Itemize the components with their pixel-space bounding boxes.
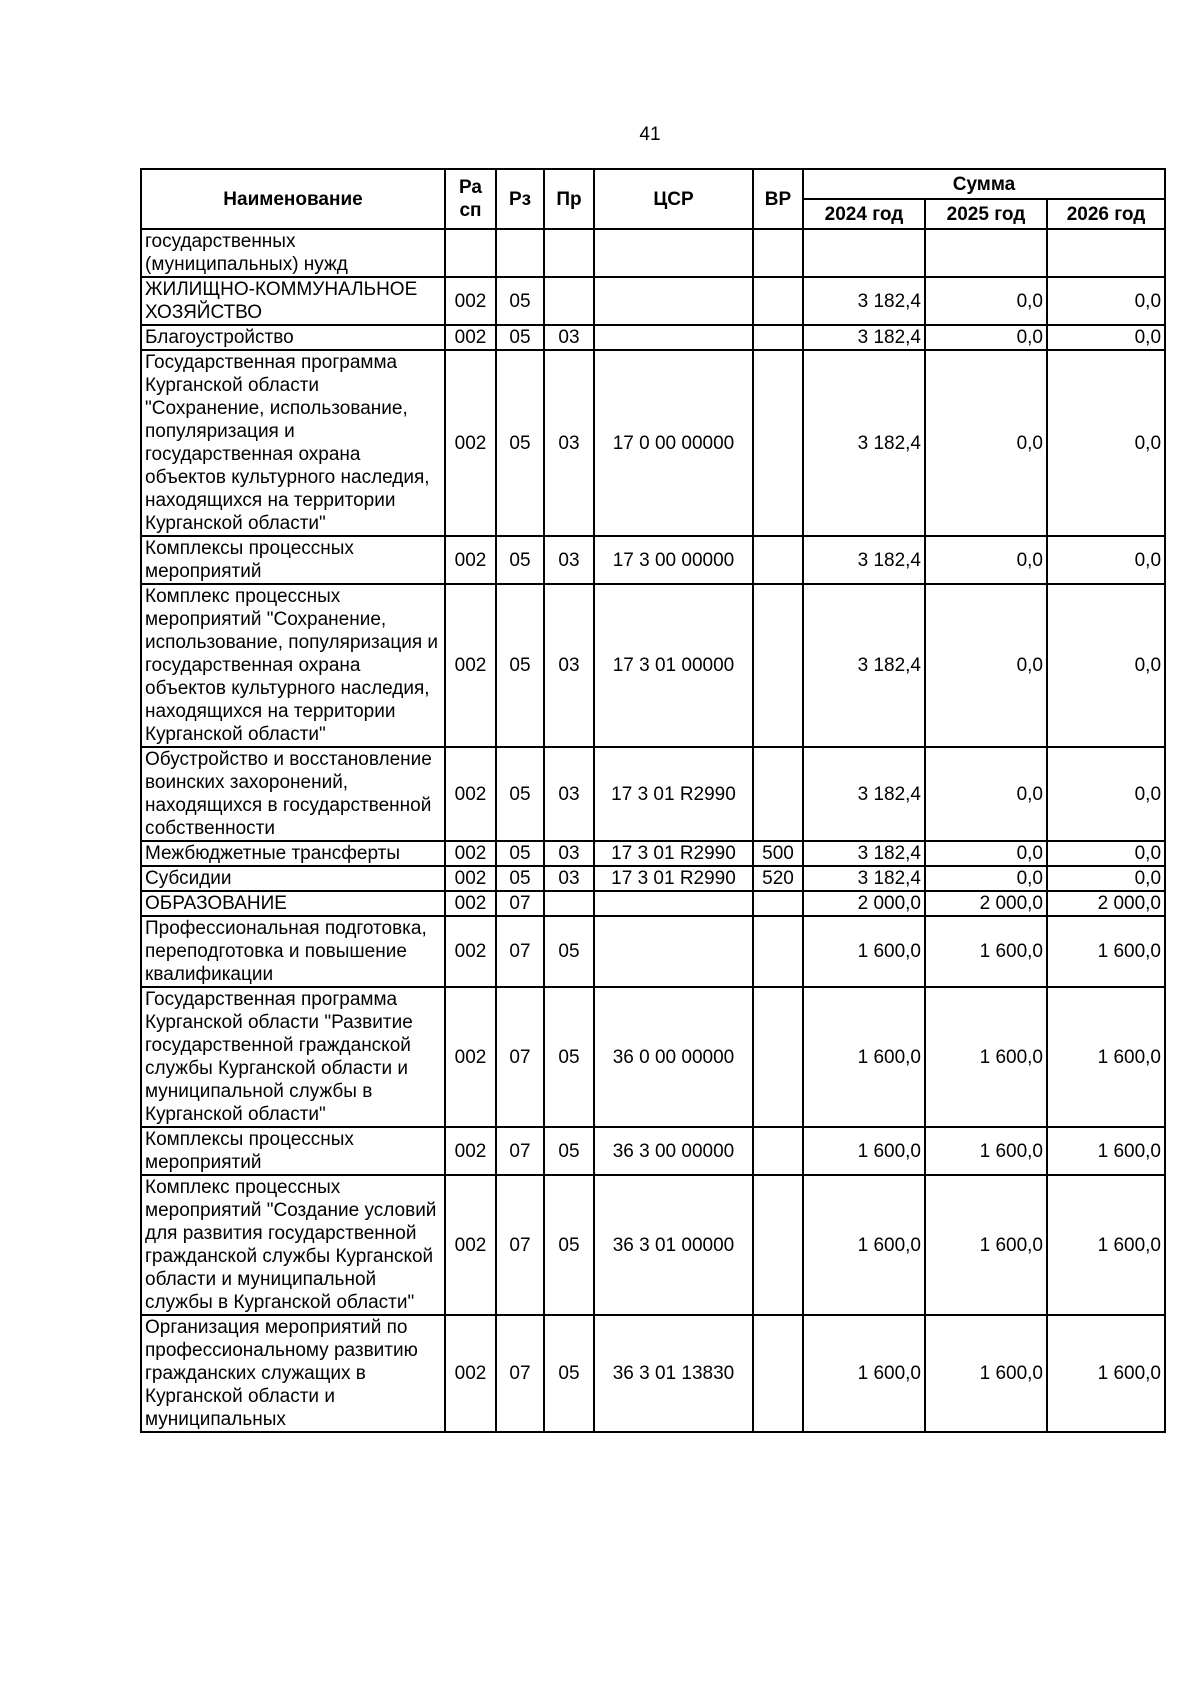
- cell-2026: 0,0: [1047, 866, 1165, 891]
- cell-pr: [544, 891, 594, 916]
- cell-vr: [753, 1127, 803, 1175]
- cell-csr: [594, 229, 753, 277]
- cell-2024: 1 600,0: [803, 916, 925, 987]
- cell-name: Комплексы процессных мероприятий: [141, 536, 445, 584]
- header-vr: ВР: [753, 169, 803, 229]
- cell-2025: 1 600,0: [925, 1127, 1047, 1175]
- cell-pr: 03: [544, 350, 594, 536]
- cell-pr: [544, 229, 594, 277]
- cell-2024: 3 182,4: [803, 277, 925, 325]
- cell-rasp: 002: [445, 1127, 496, 1175]
- cell-vr: [753, 584, 803, 747]
- table-row: [141, 891, 1165, 916]
- cell-csr: 36 3 00 00000: [594, 1127, 753, 1175]
- header-name: Наименование: [141, 169, 445, 229]
- cell-2026: 0,0: [1047, 350, 1165, 536]
- header-year-2025: 2025 год: [925, 199, 1047, 229]
- table-row: [141, 1315, 1165, 1432]
- cell-2025: [925, 229, 1047, 277]
- cell-2025: 0,0: [925, 536, 1047, 584]
- cell-2025: 0,0: [925, 350, 1047, 536]
- cell-name: ОБРАЗОВАНИЕ: [141, 891, 445, 916]
- cell-2026: 1 600,0: [1047, 916, 1165, 987]
- table-row: [141, 350, 1165, 536]
- cell-2025: 1 600,0: [925, 987, 1047, 1127]
- cell-2026: 0,0: [1047, 841, 1165, 866]
- cell-rasp: 002: [445, 350, 496, 536]
- cell-rz: 05: [496, 584, 544, 747]
- cell-vr: [753, 350, 803, 536]
- cell-rz: 07: [496, 891, 544, 916]
- cell-name: Благоустройство: [141, 325, 445, 350]
- cell-vr: [753, 747, 803, 841]
- cell-2024: 1 600,0: [803, 1127, 925, 1175]
- table-row: [141, 277, 1165, 325]
- table-row: [141, 229, 1165, 277]
- cell-2026: 1 600,0: [1047, 1315, 1165, 1432]
- header-csr: ЦСР: [594, 169, 753, 229]
- cell-2024: 3 182,4: [803, 866, 925, 891]
- cell-csr: 17 3 01 R2990: [594, 841, 753, 866]
- cell-rasp: 002: [445, 1315, 496, 1432]
- cell-pr: 03: [544, 841, 594, 866]
- cell-name: Комплексы процессных мероприятий: [141, 1127, 445, 1175]
- cell-2025: 1 600,0: [925, 916, 1047, 987]
- cell-rasp: 002: [445, 987, 496, 1127]
- cell-2024: 3 182,4: [803, 584, 925, 747]
- cell-2026: 0,0: [1047, 536, 1165, 584]
- cell-csr: 36 3 01 00000: [594, 1175, 753, 1315]
- cell-csr: 36 0 00 00000: [594, 987, 753, 1127]
- cell-rz: 05: [496, 747, 544, 841]
- cell-csr: 17 0 00 00000: [594, 350, 753, 536]
- cell-rz: 07: [496, 1127, 544, 1175]
- cell-rz: 07: [496, 1315, 544, 1432]
- cell-csr: 17 3 00 00000: [594, 536, 753, 584]
- cell-2024: 2 000,0: [803, 891, 925, 916]
- table-row: [141, 841, 1165, 866]
- table-row: [141, 1175, 1165, 1315]
- cell-2025: 0,0: [925, 584, 1047, 747]
- cell-csr: [594, 891, 753, 916]
- cell-rasp: 002: [445, 916, 496, 987]
- table-row: [141, 916, 1165, 987]
- cell-csr: [594, 325, 753, 350]
- cell-2026: 1 600,0: [1047, 987, 1165, 1127]
- cell-pr: 05: [544, 1127, 594, 1175]
- cell-rasp: 002: [445, 747, 496, 841]
- cell-name: Межбюджетные трансферты: [141, 841, 445, 866]
- table-header: [141, 169, 1165, 229]
- table-row: [141, 584, 1165, 747]
- budget-table: [140, 168, 1166, 1433]
- cell-vr: [753, 277, 803, 325]
- cell-name: ЖИЛИЩНО-КОММУНАЛЬНОЕ ХОЗЯЙСТВО: [141, 277, 445, 325]
- cell-vr: [753, 229, 803, 277]
- cell-2024: 1 600,0: [803, 987, 925, 1127]
- cell-2024: 3 182,4: [803, 536, 925, 584]
- table-body: [141, 229, 1165, 1432]
- header-year-2026: 2026 год: [1047, 199, 1165, 229]
- cell-rasp: 002: [445, 866, 496, 891]
- cell-vr: [753, 891, 803, 916]
- cell-vr: [753, 1315, 803, 1432]
- cell-rz: 07: [496, 1175, 544, 1315]
- table-row: [141, 866, 1165, 891]
- table-row: [141, 536, 1165, 584]
- cell-2026: 2 000,0: [1047, 891, 1165, 916]
- cell-csr: 17 3 01 R2990: [594, 866, 753, 891]
- cell-name: Комплекс процессных мероприятий "Сохранение, использование, популяризация и государственная охрана объектов культурного наследия, находящихся на территории Курганской области": [141, 584, 445, 747]
- cell-2024: 1 600,0: [803, 1175, 925, 1315]
- cell-2024: 1 600,0: [803, 1315, 925, 1432]
- cell-2024: 3 182,4: [803, 747, 925, 841]
- cell-rz: 07: [496, 916, 544, 987]
- cell-2026: 1 600,0: [1047, 1175, 1165, 1315]
- header-pr: Пр: [544, 169, 594, 229]
- cell-csr: 17 3 01 R2990: [594, 747, 753, 841]
- page-number: 41: [639, 124, 661, 145]
- cell-csr: 17 3 01 00000: [594, 584, 753, 747]
- header-sum: Сумма: [803, 169, 1165, 199]
- cell-name: Профессиональная подготовка, переподготовка и повышение квалификации: [141, 916, 445, 987]
- cell-2024: 3 182,4: [803, 325, 925, 350]
- cell-name: Организация мероприятий по профессиональному развитию гражданских служащих в Курганской области и муниципальных: [141, 1315, 445, 1432]
- cell-name: Государственная программа Курганской области "Развитие государственной гражданской службы Курганской области и муниципальной службы в Курганской области": [141, 987, 445, 1127]
- cell-2025: 2 000,0: [925, 891, 1047, 916]
- cell-rz: 07: [496, 987, 544, 1127]
- cell-2026: 0,0: [1047, 277, 1165, 325]
- cell-vr: [753, 916, 803, 987]
- cell-pr: 03: [544, 747, 594, 841]
- cell-rasp: 002: [445, 277, 496, 325]
- table-row: [141, 747, 1165, 841]
- cell-vr: 520: [753, 866, 803, 891]
- cell-vr: [753, 536, 803, 584]
- cell-pr: 05: [544, 1175, 594, 1315]
- cell-vr: [753, 325, 803, 350]
- cell-2026: 1 600,0: [1047, 1127, 1165, 1175]
- cell-csr: 36 3 01 13830: [594, 1315, 753, 1432]
- cell-rasp: 002: [445, 584, 496, 747]
- cell-2026: 0,0: [1047, 325, 1165, 350]
- cell-name: государственных (муниципальных) нужд: [141, 229, 445, 277]
- cell-name: Субсидии: [141, 866, 445, 891]
- cell-rz: 05: [496, 841, 544, 866]
- cell-pr: [544, 277, 594, 325]
- table-row: [141, 987, 1165, 1127]
- cell-rasp: 002: [445, 891, 496, 916]
- cell-rz: 05: [496, 277, 544, 325]
- cell-rz: 05: [496, 350, 544, 536]
- cell-2024: 3 182,4: [803, 350, 925, 536]
- cell-2025: 1 600,0: [925, 1315, 1047, 1432]
- cell-2024: 3 182,4: [803, 841, 925, 866]
- cell-pr: 03: [544, 536, 594, 584]
- header-rz: Рз: [496, 169, 544, 229]
- cell-rz: 05: [496, 866, 544, 891]
- cell-2025: 0,0: [925, 747, 1047, 841]
- cell-pr: 05: [544, 987, 594, 1127]
- cell-name: Комплекс процессных мероприятий "Создание условий для развития государственной гражданской службы Курганской области и муниципальной службы в Курганской области": [141, 1175, 445, 1315]
- cell-name: Обустройство и восстановление воинских захоронений, находящихся в государственной собственности: [141, 747, 445, 841]
- cell-pr: 05: [544, 916, 594, 987]
- cell-2025: 0,0: [925, 325, 1047, 350]
- cell-pr: 05: [544, 1315, 594, 1432]
- cell-rz: 05: [496, 325, 544, 350]
- cell-pr: 03: [544, 866, 594, 891]
- cell-2026: [1047, 229, 1165, 277]
- cell-rasp: [445, 229, 496, 277]
- cell-rasp: 002: [445, 1175, 496, 1315]
- cell-csr: [594, 916, 753, 987]
- cell-rasp: 002: [445, 841, 496, 866]
- cell-2026: 0,0: [1047, 584, 1165, 747]
- table-row: [141, 1127, 1165, 1175]
- cell-rasp: 002: [445, 536, 496, 584]
- cell-pr: 03: [544, 325, 594, 350]
- cell-rz: 05: [496, 536, 544, 584]
- cell-name: Государственная программа Курганской области "Сохранение, использование, популяризация и государственная охрана объектов культурного наследия, находящихся на территории Курганской области": [141, 350, 445, 536]
- cell-2025: 0,0: [925, 841, 1047, 866]
- cell-rz: [496, 229, 544, 277]
- cell-2025: 0,0: [925, 277, 1047, 325]
- cell-vr: [753, 987, 803, 1127]
- cell-2025: 0,0: [925, 866, 1047, 891]
- header-rasp: Ра сп: [445, 169, 496, 229]
- cell-rasp: 002: [445, 325, 496, 350]
- cell-vr: [753, 1175, 803, 1315]
- cell-vr: 500: [753, 841, 803, 866]
- header-year-2024: 2024 год: [803, 199, 925, 229]
- cell-2025: 1 600,0: [925, 1175, 1047, 1315]
- cell-csr: [594, 277, 753, 325]
- cell-2024: [803, 229, 925, 277]
- cell-pr: 03: [544, 584, 594, 747]
- table-row: [141, 325, 1165, 350]
- cell-2026: 0,0: [1047, 747, 1165, 841]
